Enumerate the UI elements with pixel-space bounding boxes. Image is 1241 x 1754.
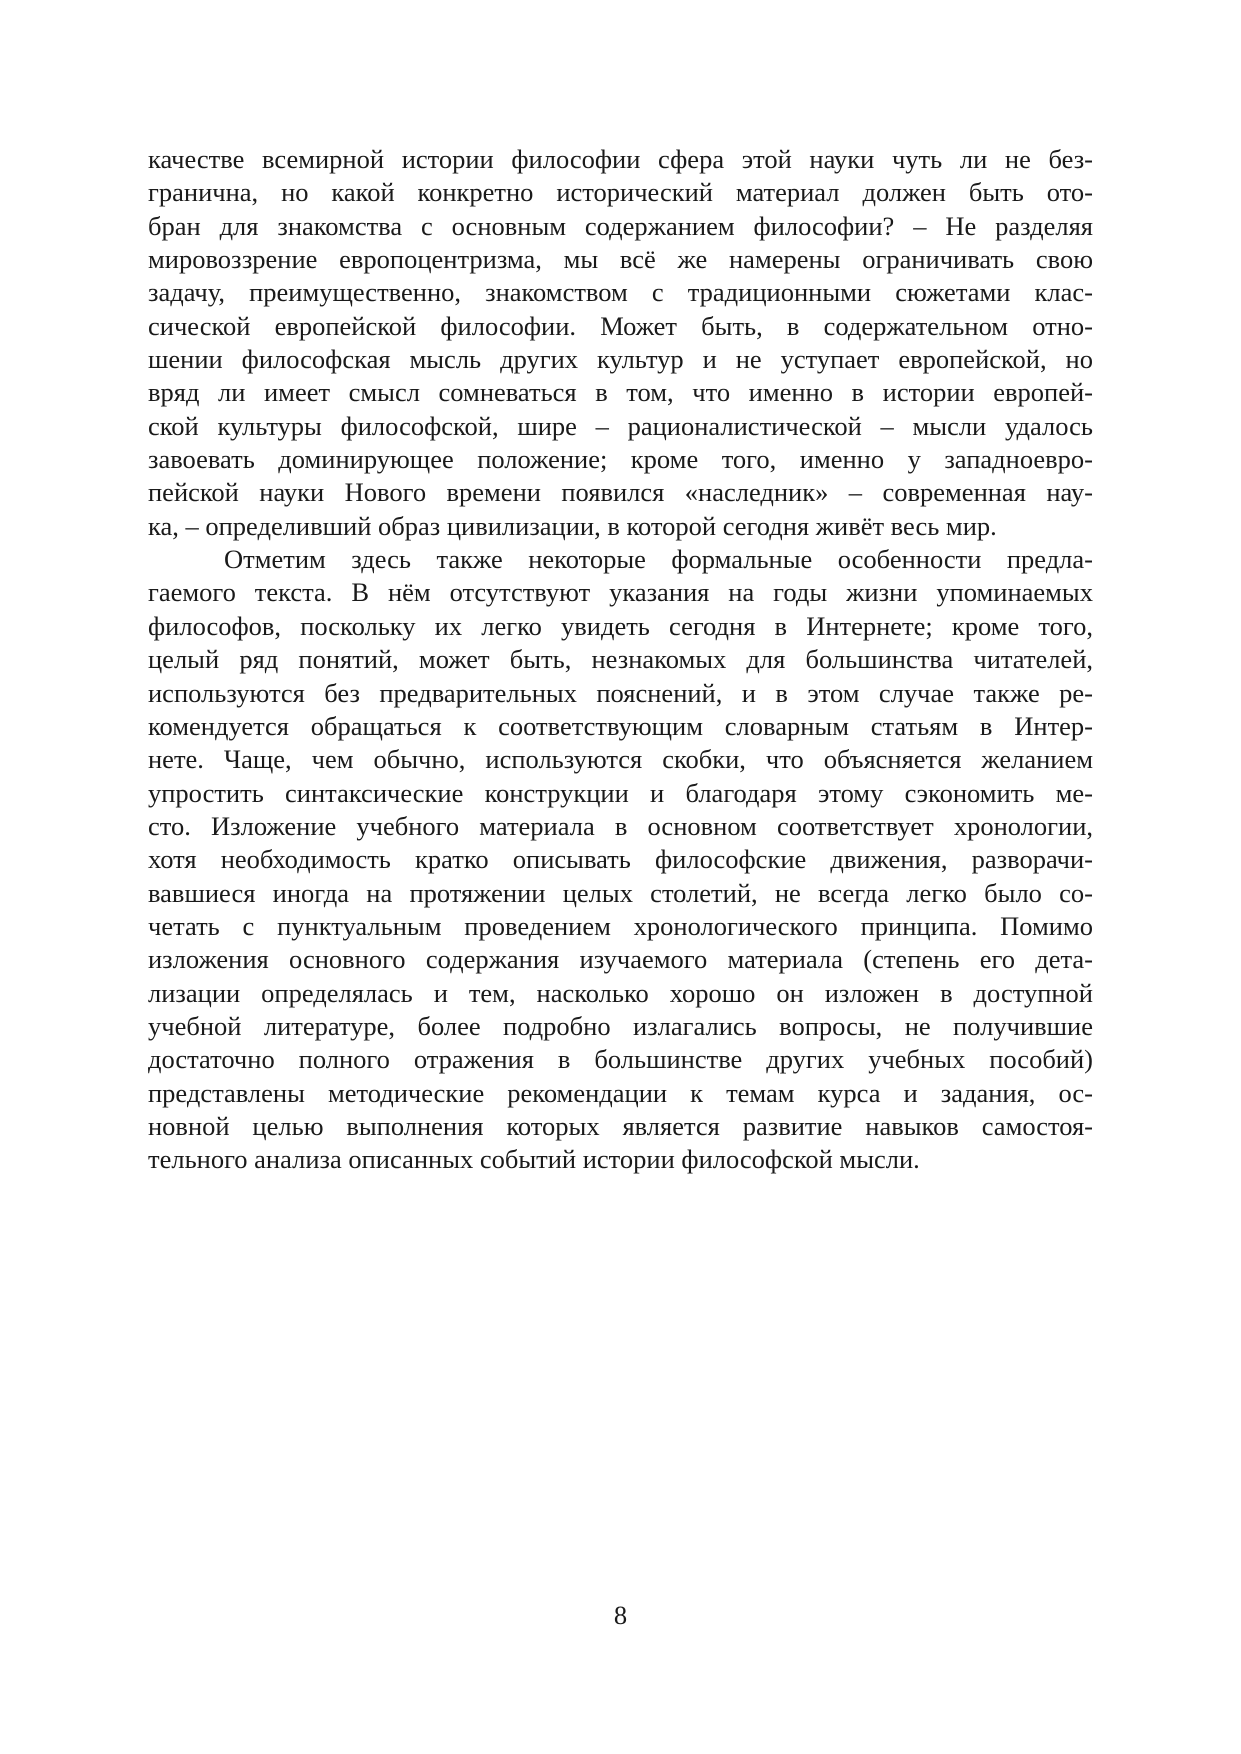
paragraph bbox=[148, 543, 1093, 1177]
text-line: гаемого текста. В нём отсутствуют указания на годы жизни упоминаемых bbox=[148, 577, 1093, 608]
text-line: бран для знакомства с основным содержанием философии? – Не разделяя bbox=[148, 210, 1093, 241]
paragraph bbox=[148, 143, 1093, 543]
text-line: ской культуры философской, шире – рационалистической – мысли удалось bbox=[148, 410, 1093, 441]
text-line: пейской науки Нового времени появился «наследник» – современная нау- bbox=[148, 477, 1093, 508]
text-line: новной целью выполнения которых является развитие навыков самостоя- bbox=[148, 1110, 1093, 1141]
text-line: учебной литературе, более подробно излагались вопросы, не получившие bbox=[148, 1010, 1093, 1041]
text-line: используются без предварительных пояснений, и в этом случае также ре- bbox=[148, 677, 1093, 708]
text-line: вавшиеся иногда на протяжении целых столетий, не всегда легко было со- bbox=[148, 877, 1093, 908]
text-line: упростить синтаксические конструкции и благодаря этому сэкономить ме- bbox=[148, 777, 1093, 808]
page-number: 8 bbox=[613, 1600, 628, 1630]
text-line: ка, – определивший образ цивилизации, в которой сегодня живёт весь мир. bbox=[148, 510, 997, 541]
text-line: Отметим здесь также некоторые формальные особенности предла- bbox=[224, 544, 1093, 575]
text-line: мировоззрение европоцентризма, мы всё же намерены ограничивать свою bbox=[148, 244, 1093, 275]
text-line: гранична, но какой конкретно исторический материал должен быть ото- bbox=[148, 177, 1093, 208]
text-line: завоевать доминирующее положение; кроме того, именно у западноевро- bbox=[148, 444, 1093, 475]
text-line: лизации определялась и тем, насколько хорошо он изложен в доступной bbox=[148, 977, 1093, 1008]
text-line: качестве всемирной истории философии сфера этой науки чуть ли не без- bbox=[148, 144, 1093, 174]
text-line: шении философская мысль других культур и не уступает европейской, но bbox=[148, 344, 1093, 375]
text-line: задачу, преимущественно, знакомством с традиционными сюжетами клас- bbox=[148, 277, 1093, 308]
text-line: сической европейской философии. Может быть, в содержательном отно- bbox=[148, 310, 1093, 341]
text-line: философов, поскольку их легко увидеть сегодня в Интернете; кроме того, bbox=[148, 610, 1093, 641]
text-line: сто. Изложение учебного материала в основном соответствует хронологии, bbox=[148, 810, 1093, 841]
body-text bbox=[148, 143, 1093, 1177]
text-line: достаточно полного отражения в большинстве других учебных пособий) bbox=[148, 1044, 1093, 1075]
text-line: тельного анализа описанных событий истории философской мысли. bbox=[148, 1144, 920, 1175]
text-line: представлены методические рекомендации к темам курса и задания, ос- bbox=[148, 1077, 1093, 1108]
text-line: вряд ли имеет смысл сомневаться в том, что именно в истории европей- bbox=[148, 377, 1093, 408]
text-line: четать с пунктуальным проведением хронологического принципа. Помимо bbox=[148, 910, 1093, 941]
text-line: хотя необходимость кратко описывать философские движения, разворачи- bbox=[148, 844, 1093, 875]
text-line: комендуется обращаться к соответствующим словарным статьям в Интер- bbox=[148, 710, 1093, 741]
text-line: изложения основного содержания изучаемого материала (степень его дета- bbox=[148, 944, 1093, 975]
text-line: целый ряд понятий, может быть, незнакомых для большинства читателей, bbox=[148, 644, 1093, 675]
text-line: нете. Чаще, чем обычно, используются скобки, что объясняется желанием bbox=[148, 744, 1093, 775]
